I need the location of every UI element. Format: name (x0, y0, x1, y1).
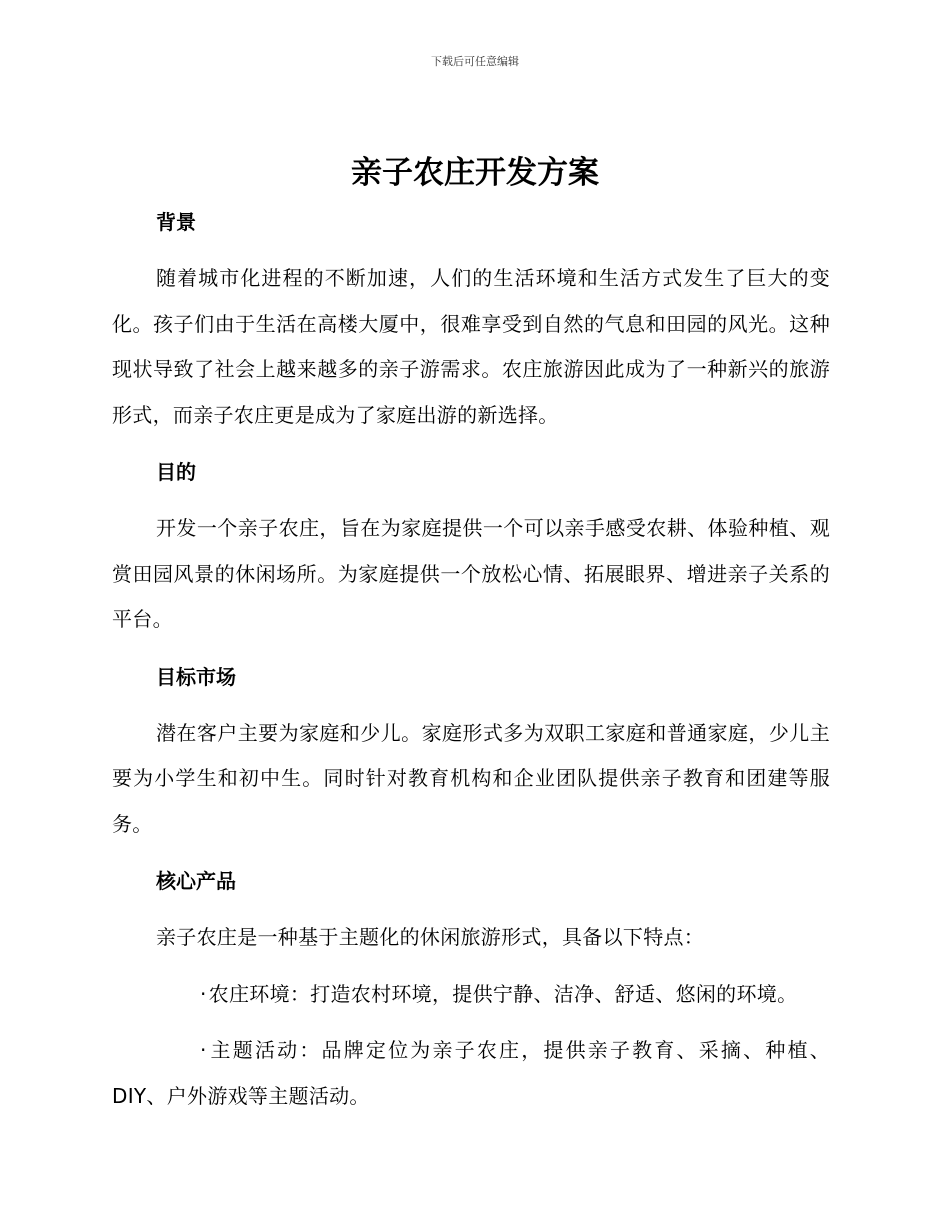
bullet-item (112, 1028, 830, 1119)
purpose-paragraph: 开发一个亲子农庄，旨在为家庭提供一个可以亲手感受农耕、体验种植、观赏田园风景的休闲场所。为家庭提供一个放松心情、拓展眼界、增进亲子关系的平台。 (112, 516, 830, 631)
bullet-marker: · (200, 981, 207, 1006)
header-note: 下载后可任意编辑 (431, 55, 519, 68)
background-paragraph: 随着城市化进程的不断加速，人们的生活环境和生活方式发生了巨大的变化。孩子们由于生活在高楼大厦中，很难享受到自然的气息和田园的风光。这种现状导致了社会上越来越多的亲子游需求。农庄旅游因此成为了一种新兴的旅游形式，而亲子农庄更是成为了家庭出游的新选择。 (112, 266, 830, 427)
document-body (112, 205, 830, 1119)
section-heading-purpose: 目的 (156, 460, 196, 484)
bullet-text: 农庄环境：打造农村环境，提供宁静、洁净、舒适、悠闲的环境。 (208, 981, 798, 1006)
section-heading-background: 背景 (156, 210, 196, 234)
target-market-paragraph: 潜在客户主要为家庭和少儿。家庭形式多为双职工家庭和普通家庭，少儿主要为小学生和初中生。同时针对教育机构和企业团队提供亲子教育和团建等服务。 (112, 720, 830, 836)
section-heading-target-market: 目标市场 (156, 664, 236, 689)
core-product-intro: 亲子农庄是一种基于主题化的休闲旅游形式，具备以下特点： (156, 925, 705, 949)
document-title: 亲子农庄开发方案 (351, 155, 599, 191)
section-heading-core-product: 核心产品 (156, 869, 236, 893)
bullet-text: 主题活动：品牌定位为亲子农庄，提供亲子教育、采摘、种植、DIY、户外游戏等主题活动。 (112, 1038, 830, 1108)
bullet-item (112, 972, 830, 1018)
bullet-marker: · (200, 1038, 207, 1062)
